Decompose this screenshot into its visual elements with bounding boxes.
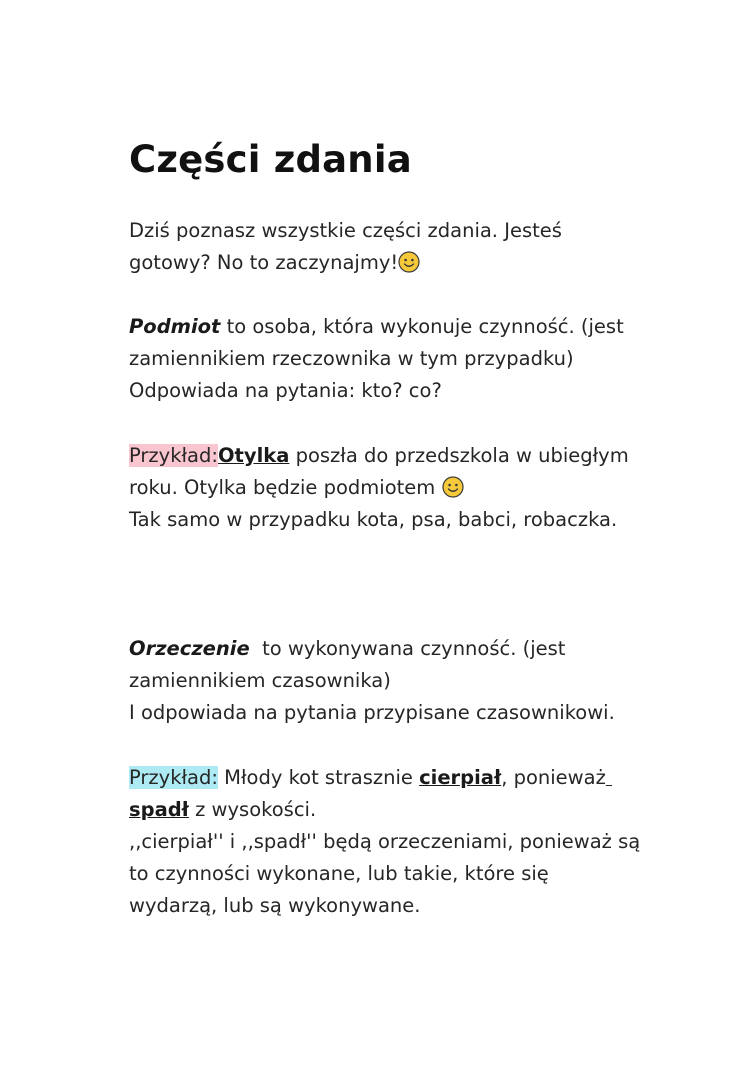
page-title: Części zdania (129, 138, 412, 181)
example-1-line-2-text: roku. Otylka będzie podmiotem (129, 476, 442, 499)
smiley-face-icon (442, 476, 464, 498)
podmiot-line-2: zamiennikiem rzeczownika w tym przypadku) (129, 347, 574, 370)
podmiot-term: Podmiot (129, 315, 221, 338)
example-2-line-1-mid: Młody kot strasznie (217, 766, 420, 789)
example-2-line-1 (129, 762, 649, 794)
podmiot-paragraph (129, 311, 649, 407)
example-2-line-1-after: , ponieważ (501, 766, 606, 789)
example-1-line-3: Tak samo w przypadku kota, psa, babci, robaczka. (129, 508, 618, 531)
example-2-line-5: wydarzą, lub są wykonywane. (129, 894, 421, 917)
example-2-line-2-rest: z wysokości. (188, 798, 317, 821)
orzeczenie-line-2: zamiennikiem czasownika) (129, 669, 391, 692)
example-2-keyword-2: spadł (129, 798, 189, 821)
example-1-line-2 (129, 472, 649, 504)
intro-line-2 (129, 247, 649, 279)
example-2-keyword-1: cierpiał (419, 766, 502, 789)
example-1-line-1 (129, 440, 649, 472)
intro-line-2-text: gotowy? No to zaczynajmy! (129, 251, 399, 274)
example-1-label: Przykład: (129, 444, 218, 467)
example-1-line-1-rest: poszła do przedszkola w ubiegłym (289, 444, 629, 467)
example-1-keyword: Otylka (217, 444, 290, 467)
example-2-line-4: to czynności wykonane, lub takie, które się (129, 862, 549, 885)
example-2-line-2 (129, 794, 649, 826)
example-2-line-1-trail (606, 766, 612, 789)
intro-paragraph (129, 215, 649, 279)
intro-line-1: Dziś poznasz wszystkie części zdania. Jesteś (129, 219, 562, 242)
podmiot-line-3: Odpowiada na pytania: kto? co? (129, 379, 442, 402)
orzeczenie-paragraph (129, 633, 649, 729)
example-2-paragraph (129, 762, 649, 922)
podmiot-line-1-rest: to osoba, która wykonuje czynność. (jest (220, 315, 624, 338)
orzeczenie-line-3: I odpowiada na pytania przypisane czasownikowi. (129, 701, 615, 724)
smiley-face-icon (398, 251, 420, 273)
example-1-paragraph (129, 440, 649, 536)
orzeczenie-term: Orzeczenie (129, 637, 250, 660)
orzeczenie-line-1 (129, 633, 649, 665)
example-2-line-3: ,,cierpiał'' i ,,spadł'' będą orzeczeniami, ponieważ są (129, 830, 641, 853)
podmiot-line-1 (129, 311, 649, 343)
example-2-label: Przykład: (129, 766, 218, 789)
orzeczenie-line-1-rest: to wykonywana czynność. (jest (249, 637, 566, 660)
